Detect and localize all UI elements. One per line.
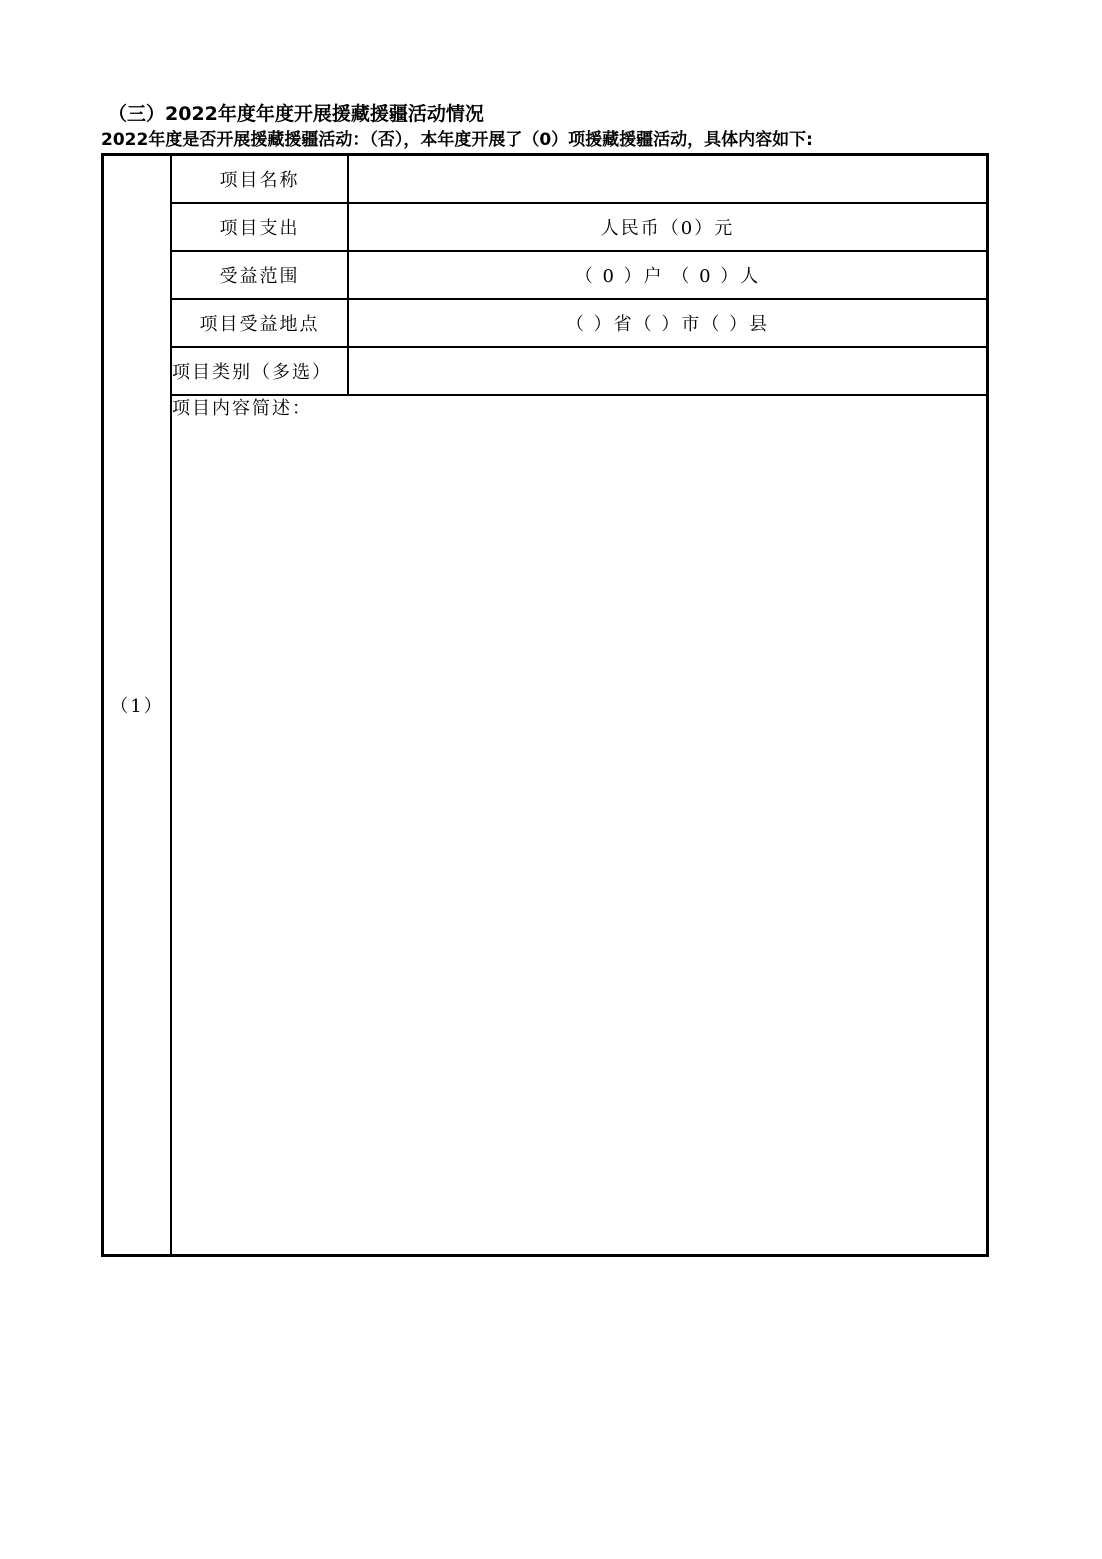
project-name-value[interactable] bbox=[348, 155, 988, 204]
project-description-label: 项目内容简述： bbox=[172, 398, 312, 419]
project-table bbox=[101, 153, 989, 1257]
table-row bbox=[103, 203, 988, 251]
project-name-label: 项目名称 bbox=[171, 155, 348, 204]
beneficiary-scope-label: 受益范围 bbox=[171, 251, 348, 299]
project-expense-label: 项目支出 bbox=[171, 203, 348, 251]
beneficiary-location-value[interactable]: （ ）省（ ）市（ ）县 bbox=[348, 299, 988, 347]
project-index: （1） bbox=[103, 155, 172, 1256]
project-category-label: 项目类别（多选） bbox=[171, 347, 348, 395]
project-category-value[interactable] bbox=[348, 347, 988, 395]
table-row bbox=[103, 299, 988, 347]
beneficiary-scope-value[interactable]: （ 0 ）户 （ 0 ）人 bbox=[348, 251, 988, 299]
table-row bbox=[103, 395, 988, 1256]
table-row bbox=[103, 347, 988, 395]
project-expense-value[interactable]: 人民币（0）元 bbox=[348, 203, 988, 251]
summary-line: 2022年度是否开展援藏援疆活动：（否），本年度开展了（0）项援藏援疆活动，具体内容如下: bbox=[101, 130, 813, 150]
beneficiary-location-label: 项目受益地点 bbox=[171, 299, 348, 347]
section-title: （三）2022年度年度开展援藏援疆活动情况 bbox=[108, 103, 484, 125]
project-description[interactable] bbox=[171, 395, 988, 1256]
table-row bbox=[103, 251, 988, 299]
table-row bbox=[103, 155, 988, 204]
